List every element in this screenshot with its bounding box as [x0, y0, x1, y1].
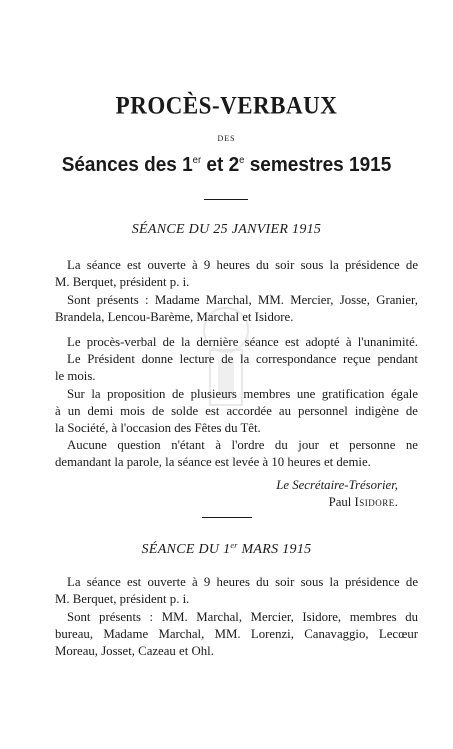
text-line: Aucune question n'étant à l'ordre du jour et personne ne — [67, 438, 418, 452]
subtitle-part: et 2 — [201, 154, 240, 176]
session-heading: SÉANCE DU 25 JANVIER 1915 — [131, 222, 322, 237]
paragraph — [55, 292, 418, 326]
paragraph — [55, 574, 418, 608]
signature-name — [329, 495, 398, 510]
heading-part: MARS 1915 — [237, 542, 312, 557]
divider-rule — [204, 199, 248, 200]
heading-part: SÉANCE DU 1 — [141, 542, 231, 557]
paragraph — [55, 334, 418, 351]
subtitle-part: Séances des 1 — [61, 154, 193, 176]
paragraph — [55, 609, 418, 660]
text-line: Moreau, Josset, Cazeau et Ohl. — [55, 644, 214, 658]
text-line: Brandela, Lencou-Barème, Marchal et Isidore. — [55, 310, 294, 324]
text-line: à un demi mois de solde est accordée au personnel indigène de — [55, 404, 418, 418]
session-heading — [0, 541, 453, 558]
subtitle-superscript: e — [239, 155, 245, 166]
text-line: Le Président donne lecture de la correspondance reçue pendant — [67, 352, 418, 366]
paragraph — [55, 437, 418, 471]
divider-rule — [202, 517, 252, 518]
text-line: Sont présents : Madame Marchal, MM. Mercier, Josse, Granier, — [67, 293, 418, 307]
text-line: la Société, à l'occasion des Fêtes du Têt. — [55, 421, 261, 435]
text-line: Sont présents : MM. Marchal, Mercier, Isidore, membres du — [67, 610, 418, 624]
paragraph — [55, 351, 418, 385]
text-line: Le procès-verbal de la dernière séance est adopté à l'unanimité. — [67, 335, 418, 349]
signature-role: Le Secrétaire-Trésorier, — [276, 478, 398, 492]
text-line: La séance est ouverte à 9 heures du soir sous la présidence de — [67, 258, 418, 272]
page-subtitle — [11, 154, 441, 177]
signature-period: . — [394, 495, 398, 509]
text-line: M. Berquet, président p. i. — [55, 592, 190, 606]
text-line: Sur la proposition de plusieurs membres une gratification égale — [67, 387, 418, 401]
text-line: M. Berquet, président p. i. — [55, 275, 190, 289]
text-line: le mois. — [55, 369, 96, 383]
page-title: PROCÈS-VERBAUX — [115, 91, 338, 119]
signature-last-name: Isidore — [354, 495, 395, 509]
heading-superscript: er — [230, 541, 238, 550]
text-line: bureau, Madame Marchal, MM. Lorenzi, Canavaggio, Lecœur — [55, 627, 418, 641]
paragraph — [55, 257, 418, 291]
signature-first-name: Paul — [328, 495, 355, 509]
text-line: La séance est ouverte à 9 heures du soir sous la présidence de — [67, 575, 418, 589]
subtitle-part: semestres 1915 — [244, 154, 392, 176]
text-line: demandant la parole, la séance est levée à 10 heures et demie. — [55, 455, 371, 469]
paragraph — [55, 386, 418, 437]
subtitle-superscript: er — [192, 155, 202, 166]
title-connector: DES — [217, 134, 236, 143]
